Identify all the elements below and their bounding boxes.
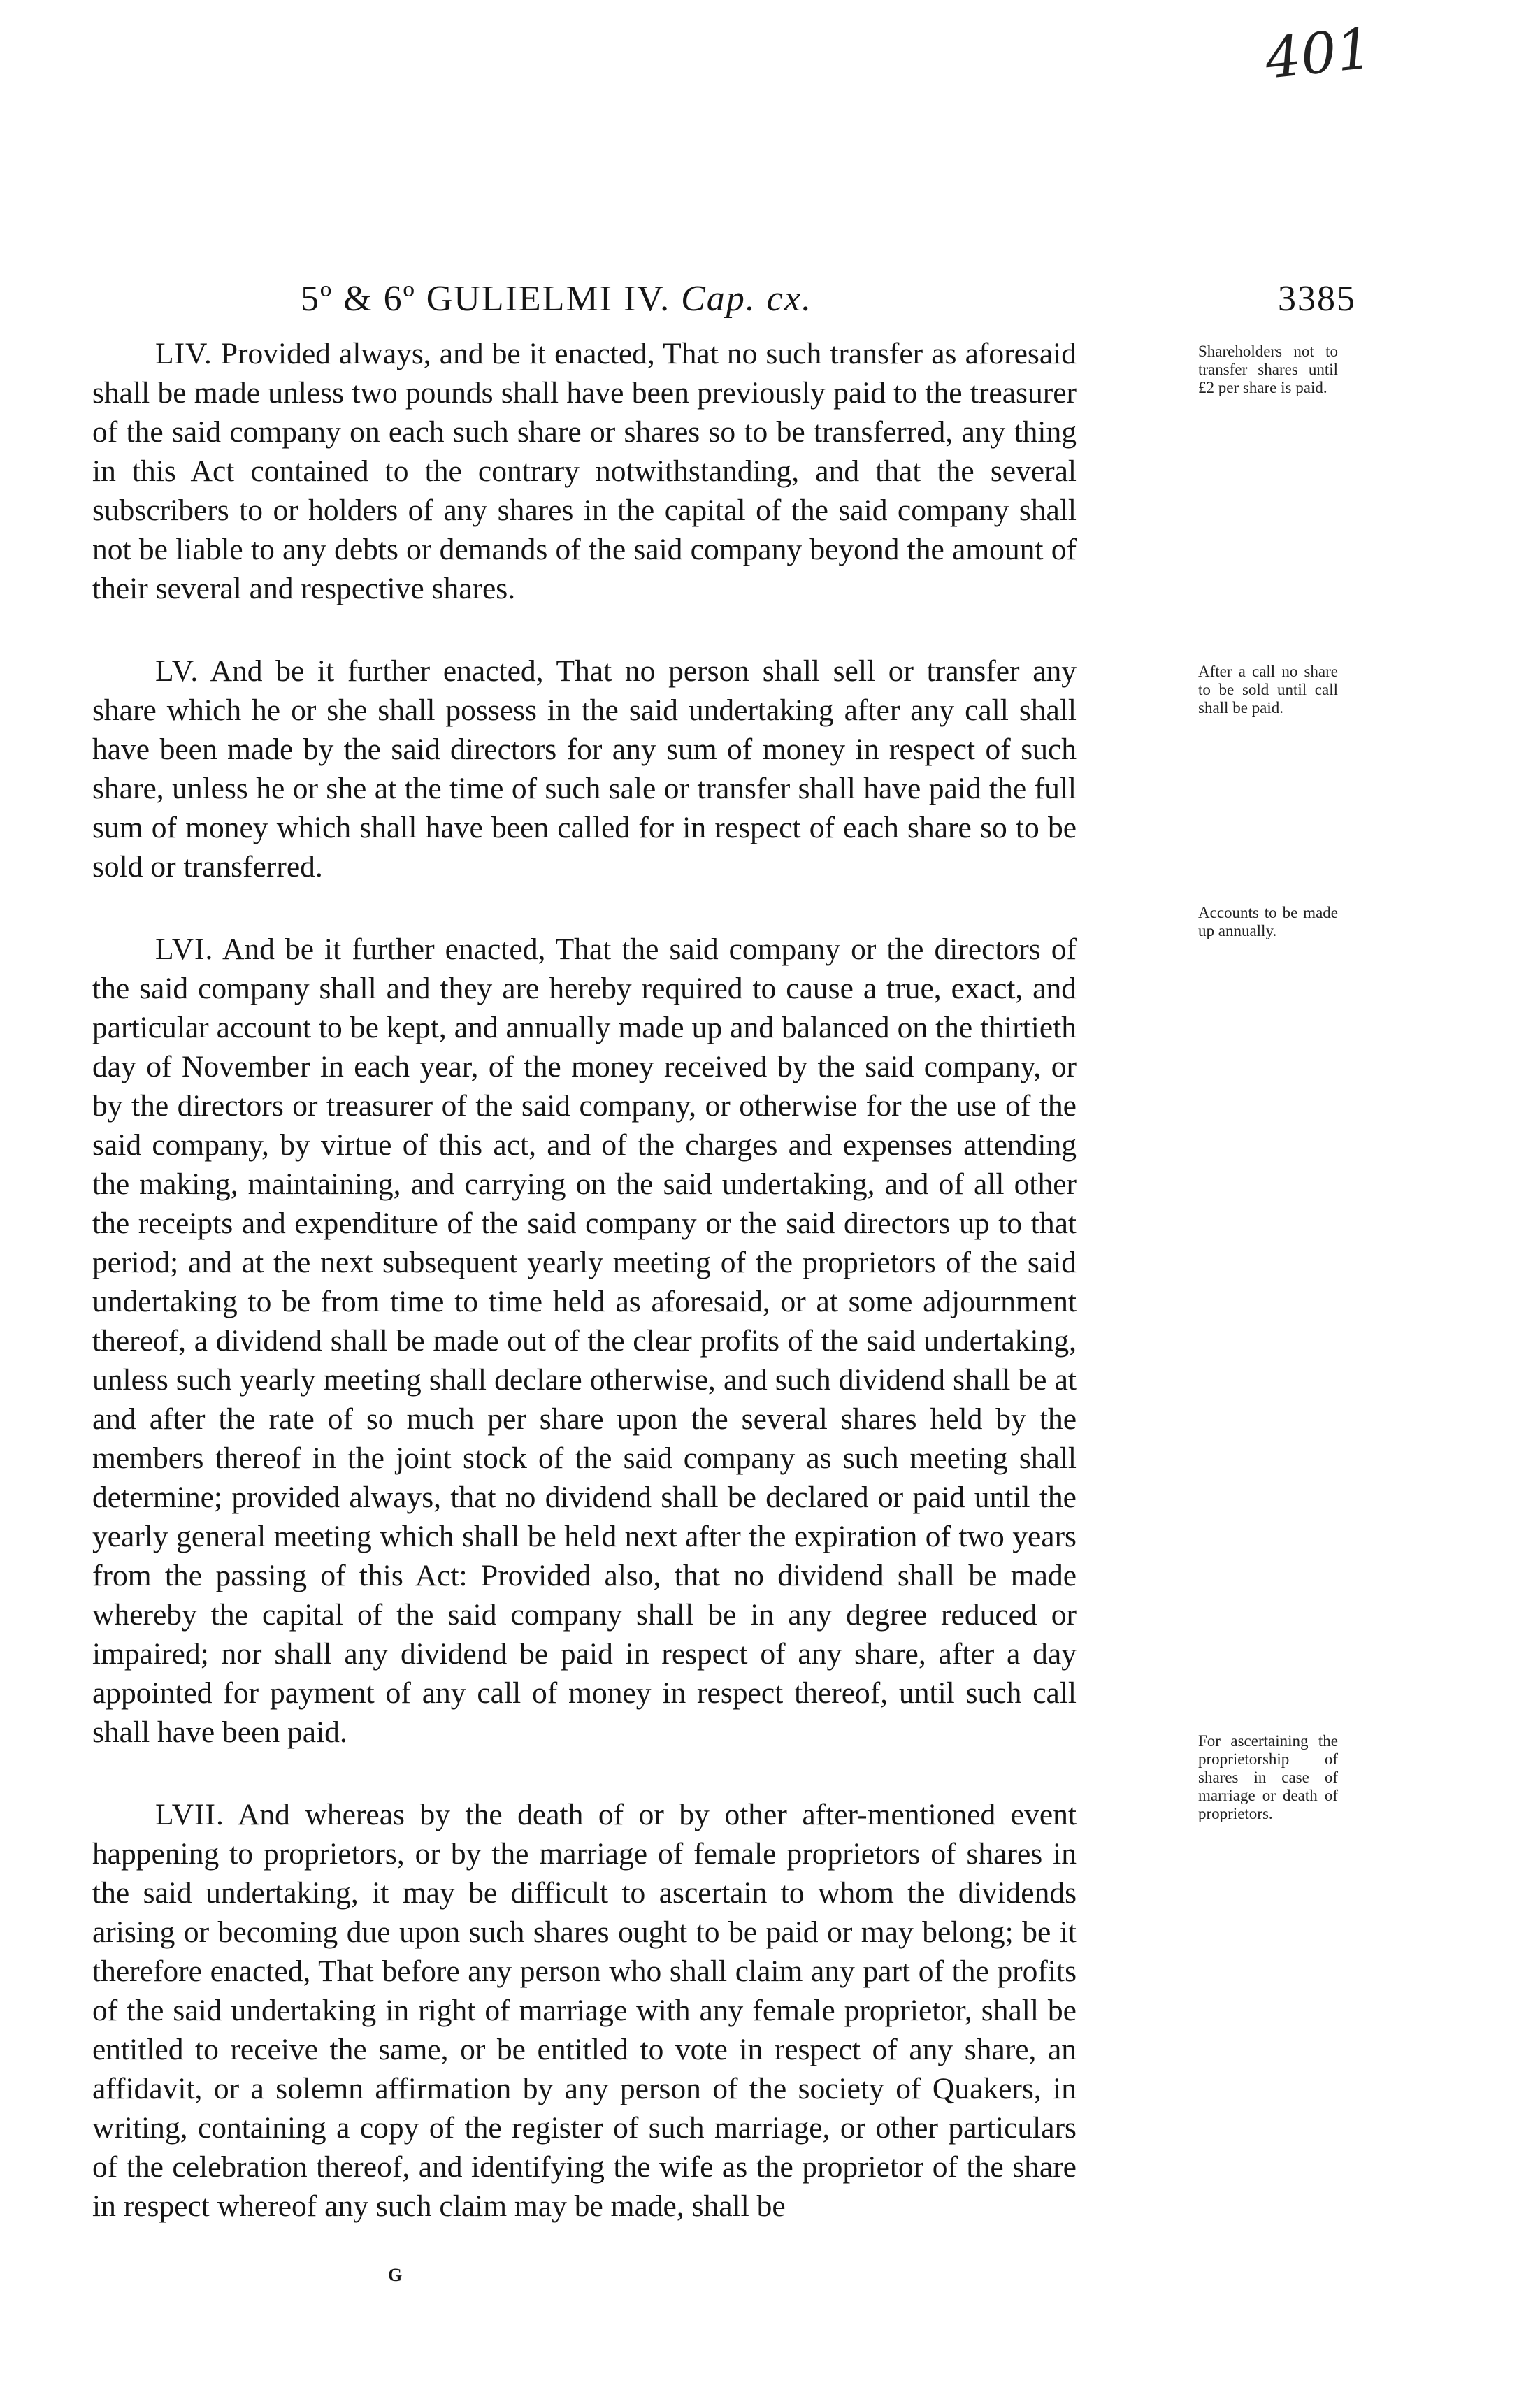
running-head — [301, 278, 1356, 327]
act-title — [301, 278, 812, 319]
folio-mark: 401 — [1262, 15, 1376, 92]
section-text: And be it further enacted, That no person shall sell or transfer any share which he or she shall possess in the said undertaking after any call shall have been made by the said directors for any sum of money in respect of such share, unless he or she at the time of such sale or transfer shall have paid the full sum of money which shall have been called for in respect of each share so to be sold or transferred. — [92, 654, 1077, 884]
regnal-year: 5º & 6º GULIELMI IV. — [301, 279, 671, 319]
section-liv — [92, 334, 1077, 608]
section-lv — [92, 651, 1077, 886]
section-text: Provided always, and be it enacted, That no such transfer as aforesaid shall be made unless two pounds shall have been previously paid to the treasurer of the said company on each such share or shares so to be transferred, any thing in this Act contained to the contrary notwithstanding, and that the several subscribers to or holders of any shares in the capital of the said company shall not be liable to any debts or demands of the said company beyond the amount of their several and respective shares. — [92, 337, 1077, 605]
statute-text — [92, 334, 1338, 2269]
margin-note-lvi: Accounts to be made up annually. — [1198, 904, 1338, 939]
margin-note-lv: After a call no share to be sold until call shall be paid. — [1198, 663, 1338, 717]
margin-note-liv: Shareholders not to transfer shares until £2 per share is paid. — [1198, 343, 1338, 396]
section-text: And whereas by the death of or by other after-mentioned event happening to proprietors, or by the marriage of female proprietors of shares in the said undertaking, it may be difficult to ascertain to whom the dividends arising or becoming due upon such shares ought to be paid or may belong; be it therefore enacted, That before any person who shall claim any part of the profits of the said undertaking in right of marriage with any female proprietor, shall be entitled to receive the same, or be entitled to vote in respect of any share, an affidavit, or a solemn affirmation by any person of the society of Quakers, in writing, containing a copy of the register of such marriage, or other particulars of the celebration thereof, and identifying the wife as the proprietor of the share in respect whereof any such claim may be made, shall be — [92, 1798, 1077, 2223]
page-number: 3385 — [1278, 279, 1356, 319]
section-lvi — [92, 930, 1077, 1752]
signature-mark: G — [388, 2265, 403, 2285]
section-text: And be it further enacted, That the said company or the directors of the said company shall and they are hereby required to cause a true, exact, and particular account to be kept, and annually made up and balanced on the thirtieth day of November in each year, of the money received by the said company, or by the directors or treasurer of the said company, or otherwise for the use of the said company, by virtue of this act, and of the charges and expenses attending the making, maintaining, and carrying on the said undertaking, and of all other the receipts and expenditure of the said company or the said directors up to that period; and at the next subsequent yearly meeting of the proprietors of the said undertaking to be from time to time held as aforesaid, or at some adjournment thereof, a dividend shall be made out of the clear profits of the said undertaking, unless such yearly meeting shall declare otherwise, and such dividend shall be at and after the rate of so much per share upon the several shares held by the members thereof in the joint stock of the said company as such meeting shall determine; provided always, that no dividend shall be declared or paid until the yearly general meeting which shall be held next after the expiration of two years from the passing of this Act: Provided also, that no dividend shall be made whereby the capital of the said company shall be in any degree reduced or impaired; nor shall any dividend be paid in respect of any share, after a day appointed for payment of any call of money in respect thereof, until such call shall have been paid. — [92, 933, 1077, 1749]
section-number: LVII. — [155, 1798, 224, 1831]
section-number: LVI. — [155, 933, 214, 966]
section-lvii — [92, 1795, 1077, 2226]
margin-note-lvii: For ascertaining the proprietorship of shares in case of marriage or death of proprietors. — [1198, 1732, 1338, 1822]
chapter-number: Cap. cx. — [681, 279, 812, 319]
section-number: LV. — [155, 654, 199, 688]
section-number: LIV. — [155, 337, 213, 370]
